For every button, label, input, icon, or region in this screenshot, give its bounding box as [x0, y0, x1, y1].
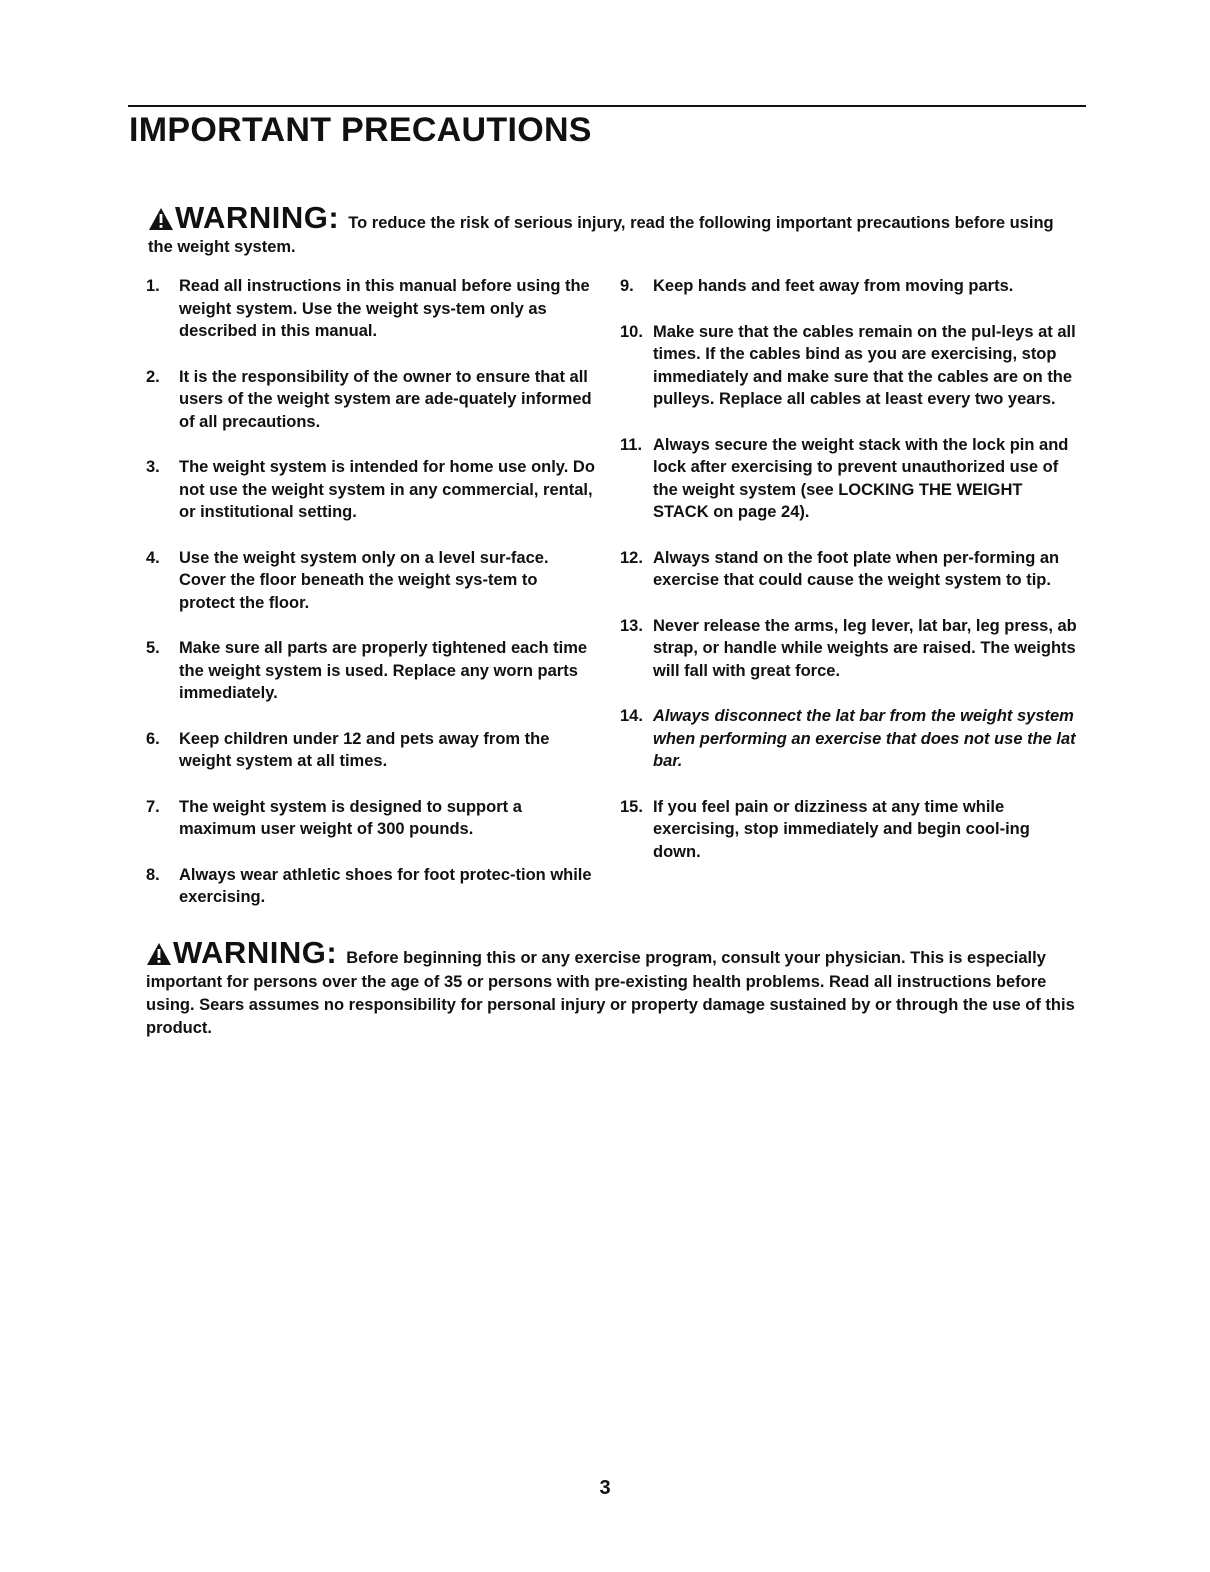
warning-triangle-icon — [148, 207, 174, 231]
warning-top — [148, 200, 1078, 259]
precaution-text: Never release the arms, leg lever, lat bar, leg press, ab strap, or handle while weights are raised. The weights will fall with great force. — [653, 616, 1077, 680]
warning-top-label: WARNING: — [175, 200, 340, 235]
warning-bottom — [146, 935, 1076, 1040]
precaution-item — [620, 321, 1080, 411]
precaution-number: 15. — [620, 797, 643, 816]
warning-bottom-text: Before beginning this or any exercise program, consult your physician. This is especially important for persons over the age of 35 or persons with pre-existing health problems. Read all instructions before using. Sears assumes no responsibility for personal injury or property damage sustained by or through the use of this product. — [146, 949, 1075, 1037]
precaution-text: Make sure all parts are properly tightened each time the weight system is used. Replace any worn parts immediately. — [179, 639, 588, 702]
precautions-left-column — [146, 275, 596, 932]
precaution-text: Keep children under 12 and pets away from the weight system at all times. — [179, 729, 550, 770]
precaution-item — [146, 456, 596, 524]
precaution-item — [146, 864, 596, 909]
precaution-item — [146, 275, 596, 343]
precaution-item — [146, 796, 596, 841]
precaution-number: 14. — [620, 707, 643, 725]
precaution-item — [620, 615, 1080, 683]
precaution-text: Make sure that the cables remain on the pul-leys at all times. If the cables bind as you are exercising, stop immediately and make sure that the cables are on the pulleys. Replace all cables at least every two years. — [653, 322, 1076, 408]
precaution-number: 3. — [146, 458, 160, 476]
precaution-number: 12. — [620, 548, 643, 567]
warning-top-text: To reduce the risk of serious injury, read the following important precautions before using the weight system. — [148, 214, 1054, 256]
precaution-text: The weight system is intended for home use only. Do not use the weight system in any commercial, rental, or institutional setting. — [179, 458, 595, 521]
precaution-text: Always wear athletic shoes for foot protec-tion while exercising. — [179, 865, 592, 906]
precaution-number: 4. — [146, 548, 160, 567]
precaution-item — [146, 728, 596, 773]
precaution-number: 13. — [620, 616, 643, 635]
precaution-number: 10. — [620, 322, 643, 341]
warning-bottom-heading — [146, 935, 346, 970]
precaution-text: Use the weight system only on a level sur-face. Cover the floor beneath the weight sys-tem to protect the floor. — [179, 548, 549, 612]
precaution-text: Always disconnect the lat bar from the weight system when performing an exercise that does not use the lat bar. — [653, 707, 1076, 770]
precaution-text: If you feel pain or dizziness at any time while exercising, stop immediately and begin cool-ing down. — [653, 797, 1030, 861]
precaution-item — [620, 434, 1080, 524]
precaution-number: 11. — [620, 435, 643, 454]
precaution-number: 7. — [146, 797, 160, 816]
precaution-text: Read all instructions in this manual before using the weight system. Use the weight sys-tem only as described in this manual. — [179, 277, 590, 340]
precaution-item — [620, 275, 1080, 298]
warning-top-heading — [148, 200, 348, 235]
precaution-number: 1. — [146, 277, 160, 295]
precaution-number: 6. — [146, 729, 160, 748]
precaution-text: Always secure the weight stack with the lock pin and lock after exercising to prevent unauthorized use of the weight system (see LOCKING THE WEIGHT STACK on page 24). — [653, 435, 1069, 521]
precaution-number: 5. — [146, 639, 160, 657]
precaution-item — [620, 705, 1080, 773]
precaution-number: 8. — [146, 865, 160, 884]
precaution-number: 2. — [146, 367, 160, 386]
page-title: IMPORTANT PRECAUTIONS — [129, 111, 592, 149]
precaution-text: It is the responsibility of the owner to ensure that all users of the weight system are ade-quately informed of all precautions. — [179, 367, 592, 431]
precaution-item — [146, 547, 596, 615]
title-rule — [128, 105, 1086, 107]
warning-triangle-icon — [146, 942, 172, 966]
precaution-item — [146, 366, 596, 434]
precaution-item — [620, 547, 1080, 592]
precaution-text: Keep hands and feet away from moving parts. — [653, 277, 1014, 295]
precaution-number: 9. — [620, 277, 634, 295]
precaution-text: Always stand on the foot plate when per-forming an exercise that could cause the weight system to tip. — [653, 548, 1060, 589]
precaution-item — [146, 637, 596, 705]
precautions-right-column — [620, 275, 1080, 886]
page-number: 3 — [599, 1477, 611, 1499]
precaution-text: The weight system is designed to support a maximum user weight of 300 pounds. — [179, 797, 522, 838]
warning-bottom-label: WARNING: — [173, 935, 338, 970]
precaution-item — [620, 796, 1080, 864]
